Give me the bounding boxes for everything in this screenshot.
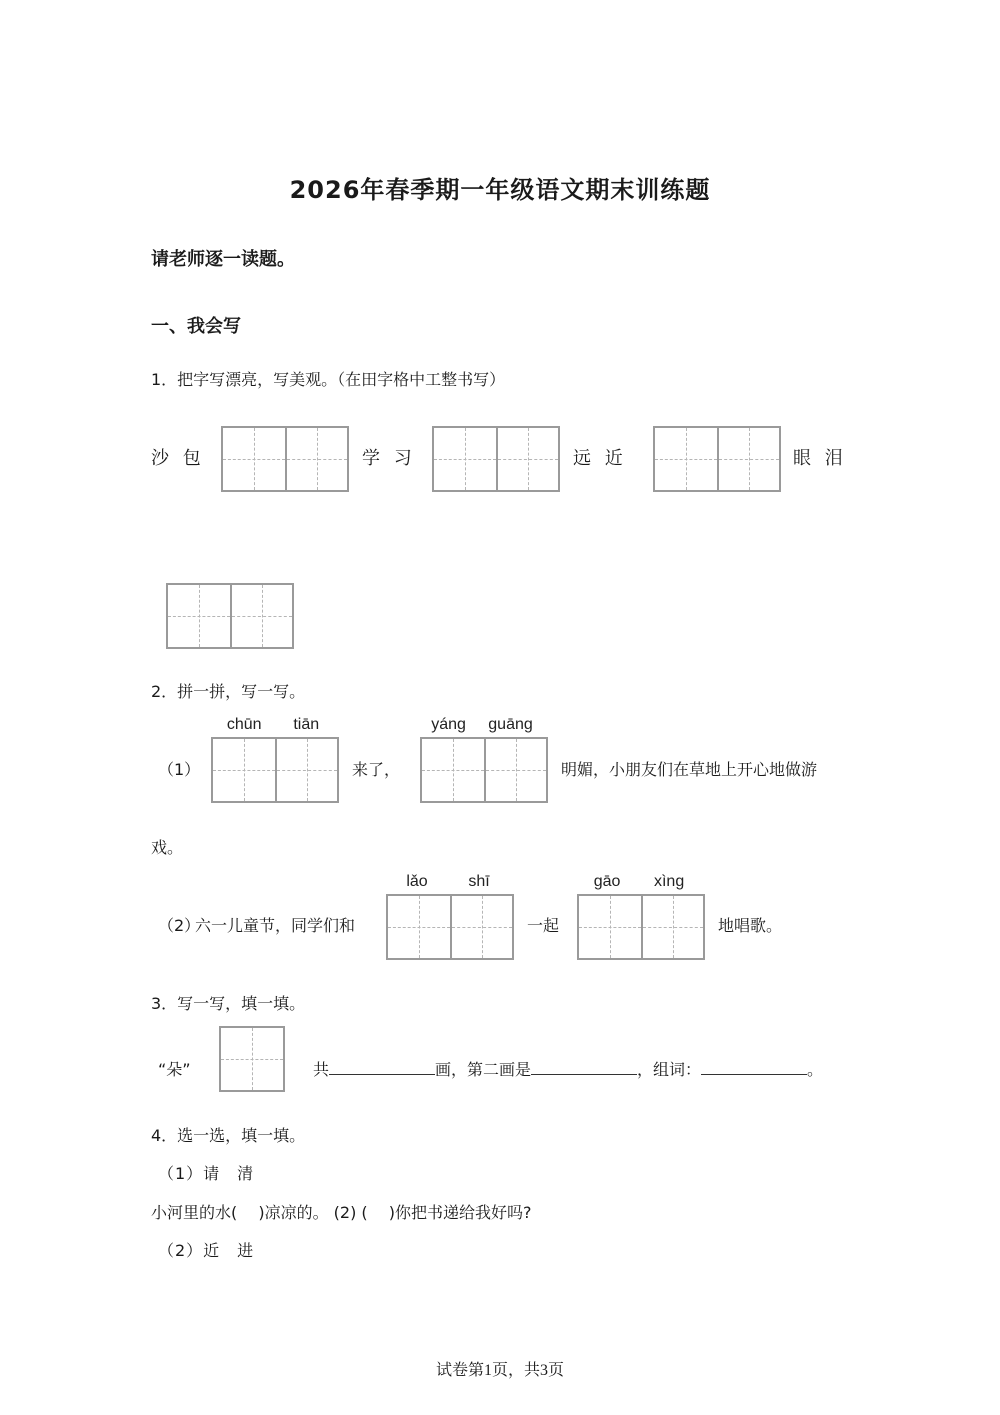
pinyin-syllable: tiān [293,716,320,733]
pinyin-chuntian [211,716,335,734]
sentence-fragment: 一起 [527,916,560,935]
word-label-1: 沙 包 [151,448,205,469]
question-2-stem: 2．拼一拼，写一写。 [151,682,306,701]
sentence-fragment: 戏。 [151,838,184,857]
word-label-2: 学 习 [362,448,416,469]
tianzige-grid-4[interactable] [166,583,294,649]
pinyin-syllable: xìng [653,873,685,890]
pinyin-yangguang [420,716,544,734]
pinyin-syllable: lǎo [406,873,428,890]
sub-number-1: （1） [158,760,201,779]
pinyin-laoshi [386,873,510,891]
tianzige-grid-duo[interactable] [219,1026,285,1092]
pinyin-syllable: chūn [226,716,262,733]
answer-blank-strokes[interactable] [329,1060,435,1075]
word-label-4: 眼 泪 [793,448,847,469]
choice-options-1: （1）请 清 [158,1164,255,1183]
page-footer: 试卷第1页，共3页 [435,1362,564,1379]
sub-number-2: （2） [158,916,201,935]
question-4-stem: 4．选一选，填一填。 [151,1126,306,1145]
choice-sentences: 小河里的水( )凉凉的。 (2) ( )你把书递给我好吗? [151,1203,532,1222]
answer-blank-word[interactable] [701,1060,807,1075]
section-heading-writing: 一、我会写 [151,316,241,337]
pinyin-gaoxing [577,873,701,891]
sentence-fragment: 画，第二画是 [435,1060,532,1079]
pinyin-syllable: guāng [488,716,533,733]
tianzige-grid-3[interactable] [653,426,781,492]
question-3-stem: 3．写一写，填一填。 [151,994,306,1013]
tianzige-grid-chuntian[interactable] [211,737,339,803]
fill-in-line [313,1057,823,1080]
target-character: “朵” [158,1060,191,1079]
tianzige-grid-laoshi[interactable] [386,894,514,960]
sentence-fragment: 来了， [352,760,401,779]
pinyin-syllable: gāo [593,873,621,890]
sentence-fragment: 明媚，小朋友们在草地上开心地做游 [561,760,818,779]
pinyin-syllable: shī [468,873,490,890]
choice-options-2: （2）近 进 [158,1241,255,1260]
answer-blank-second-stroke[interactable] [531,1060,637,1075]
tianzige-grid-gaoxing[interactable] [577,894,705,960]
sentence-fragment: ，组词： [637,1060,702,1079]
word-label-3: 远 近 [573,448,627,469]
sentence-fragment: 共 [313,1060,330,1079]
tianzige-grid-yangguang[interactable] [420,737,548,803]
sentence-fragment: 地唱歌。 [718,916,783,935]
question-1-stem: 1．把字写漂亮，写美观。（在田字格中工整书写） [151,370,506,389]
sentence-fragment: 。 [807,1060,824,1079]
page-title: 2026年春季期一年级语文期末训练题 [289,176,711,204]
instruction: 请老师逐一读题。 [151,249,295,270]
sentence-fragment: 六一儿童节，同学们和 [195,916,356,935]
pinyin-syllable: yáng [431,716,466,733]
tianzige-grid-1[interactable] [221,426,349,492]
tianzige-grid-2[interactable] [432,426,560,492]
